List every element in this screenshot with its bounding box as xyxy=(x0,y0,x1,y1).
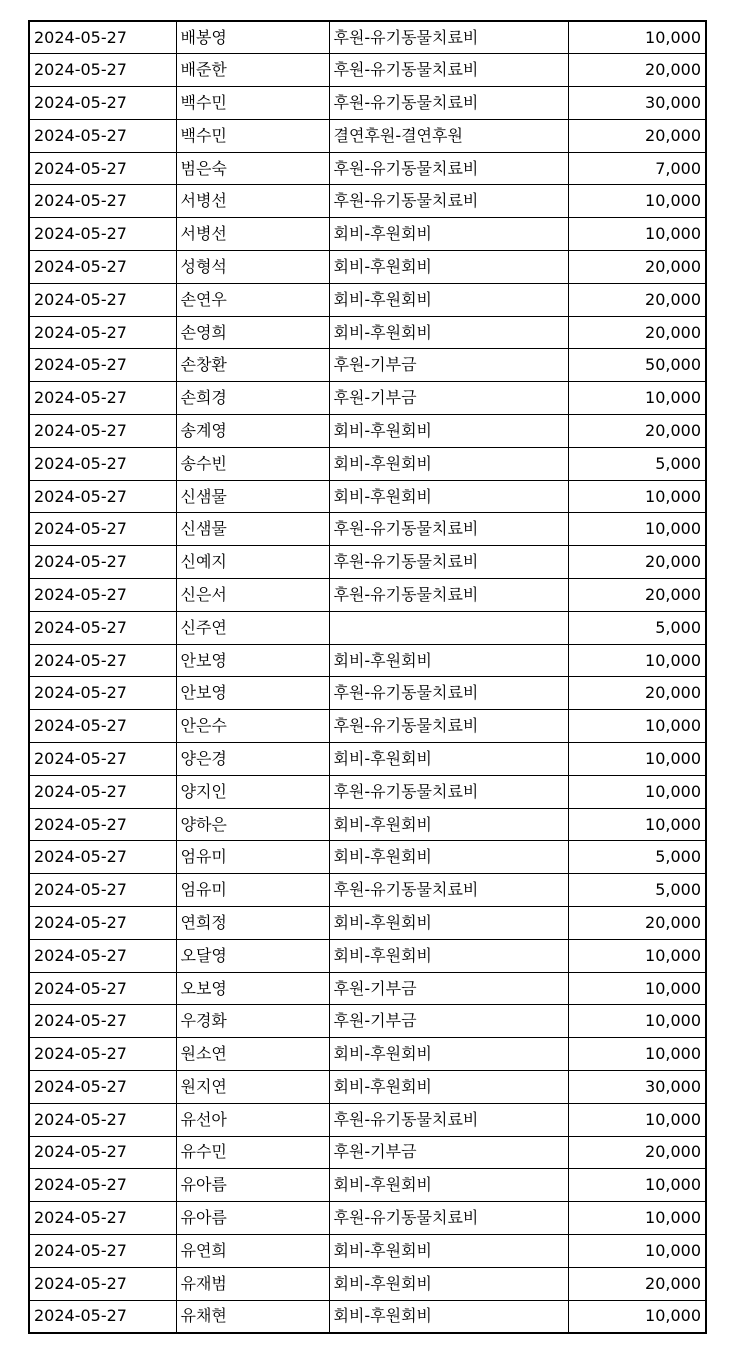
date-cell: 2024-05-27 xyxy=(29,119,176,152)
donor-name-cell: 엄유미 xyxy=(176,841,329,874)
donor-name-cell: 손희경 xyxy=(176,382,329,415)
date-cell: 2024-05-27 xyxy=(29,743,176,776)
category-cell: 회비-후원회비 xyxy=(329,1300,568,1333)
date-cell: 2024-05-27 xyxy=(29,1071,176,1104)
date-cell: 2024-05-27 xyxy=(29,841,176,874)
table-row xyxy=(29,21,706,54)
date-cell: 2024-05-27 xyxy=(29,710,176,743)
category-cell: 회비-후원회비 xyxy=(329,415,568,448)
donor-name-cell: 오보영 xyxy=(176,972,329,1005)
category-cell: 회비-후원회비 xyxy=(329,1071,568,1104)
category-cell: 후원-유기동물치료비 xyxy=(329,579,568,612)
amount-cell: 20,000 xyxy=(568,119,706,152)
date-cell: 2024-05-27 xyxy=(29,1169,176,1202)
date-cell: 2024-05-27 xyxy=(29,283,176,316)
amount-cell: 30,000 xyxy=(568,1071,706,1104)
table-row xyxy=(29,513,706,546)
donor-name-cell: 신주연 xyxy=(176,611,329,644)
date-cell: 2024-05-27 xyxy=(29,1202,176,1235)
donor-name-cell: 유아름 xyxy=(176,1202,329,1235)
table-row xyxy=(29,743,706,776)
date-cell: 2024-05-27 xyxy=(29,218,176,251)
date-cell: 2024-05-27 xyxy=(29,1234,176,1267)
category-cell: 후원-유기동물치료비 xyxy=(329,775,568,808)
category-cell: 후원-유기동물치료비 xyxy=(329,677,568,710)
category-cell: 후원-유기동물치료비 xyxy=(329,710,568,743)
amount-cell: 10,000 xyxy=(568,743,706,776)
date-cell: 2024-05-27 xyxy=(29,152,176,185)
date-cell: 2024-05-27 xyxy=(29,546,176,579)
date-cell: 2024-05-27 xyxy=(29,21,176,54)
table-row xyxy=(29,316,706,349)
donor-name-cell: 범은숙 xyxy=(176,152,329,185)
table-row xyxy=(29,775,706,808)
amount-cell: 20,000 xyxy=(568,1136,706,1169)
donor-name-cell: 배준한 xyxy=(176,54,329,87)
donor-name-cell: 안보영 xyxy=(176,677,329,710)
donation-table xyxy=(28,20,707,1334)
table-row xyxy=(29,218,706,251)
donor-name-cell: 신은서 xyxy=(176,579,329,612)
amount-cell: 20,000 xyxy=(568,1267,706,1300)
category-cell: 회비-후원회비 xyxy=(329,939,568,972)
donor-name-cell: 백수민 xyxy=(176,87,329,120)
donor-name-cell: 성형석 xyxy=(176,251,329,284)
category-cell: 회비-후원회비 xyxy=(329,218,568,251)
table-row xyxy=(29,251,706,284)
date-cell: 2024-05-27 xyxy=(29,87,176,120)
table-row xyxy=(29,1234,706,1267)
amount-cell: 30,000 xyxy=(568,87,706,120)
amount-cell: 10,000 xyxy=(568,1038,706,1071)
amount-cell: 10,000 xyxy=(568,513,706,546)
category-cell: 회비-후원회비 xyxy=(329,644,568,677)
table-row xyxy=(29,152,706,185)
amount-cell: 10,000 xyxy=(568,185,706,218)
amount-cell: 10,000 xyxy=(568,1103,706,1136)
table-row xyxy=(29,611,706,644)
donor-name-cell: 손창환 xyxy=(176,349,329,382)
table-row xyxy=(29,1071,706,1104)
donor-name-cell: 서병선 xyxy=(176,185,329,218)
date-cell: 2024-05-27 xyxy=(29,677,176,710)
category-cell: 회비-후원회비 xyxy=(329,841,568,874)
amount-cell: 10,000 xyxy=(568,808,706,841)
category-cell: 회비-후원회비 xyxy=(329,743,568,776)
category-cell: 후원-유기동물치료비 xyxy=(329,1202,568,1235)
category-cell: 회비-후원회비 xyxy=(329,1038,568,1071)
table-row xyxy=(29,939,706,972)
table-row xyxy=(29,1038,706,1071)
amount-cell: 10,000 xyxy=(568,1300,706,1333)
amount-cell: 20,000 xyxy=(568,907,706,940)
table-row xyxy=(29,546,706,579)
donor-name-cell: 원지연 xyxy=(176,1071,329,1104)
table-row xyxy=(29,1136,706,1169)
donor-name-cell: 송수빈 xyxy=(176,447,329,480)
amount-cell: 10,000 xyxy=(568,939,706,972)
category-cell: 결연후원-결연후원 xyxy=(329,119,568,152)
table-row xyxy=(29,480,706,513)
donor-name-cell: 원소연 xyxy=(176,1038,329,1071)
donor-name-cell: 엄유미 xyxy=(176,874,329,907)
category-cell xyxy=(329,611,568,644)
date-cell: 2024-05-27 xyxy=(29,447,176,480)
table-row xyxy=(29,1103,706,1136)
table-row xyxy=(29,119,706,152)
table-row xyxy=(29,382,706,415)
date-cell: 2024-05-27 xyxy=(29,939,176,972)
date-cell: 2024-05-27 xyxy=(29,185,176,218)
date-cell: 2024-05-27 xyxy=(29,972,176,1005)
category-cell: 후원-유기동물치료비 xyxy=(329,54,568,87)
table-row xyxy=(29,972,706,1005)
table-row xyxy=(29,579,706,612)
category-cell: 후원-유기동물치료비 xyxy=(329,87,568,120)
date-cell: 2024-05-27 xyxy=(29,1103,176,1136)
table-row xyxy=(29,185,706,218)
table-row xyxy=(29,349,706,382)
table-row xyxy=(29,447,706,480)
category-cell: 회비-후원회비 xyxy=(329,907,568,940)
amount-cell: 5,000 xyxy=(568,841,706,874)
date-cell: 2024-05-27 xyxy=(29,480,176,513)
donor-name-cell: 유아름 xyxy=(176,1169,329,1202)
category-cell: 회비-후원회비 xyxy=(329,251,568,284)
category-cell: 후원-유기동물치료비 xyxy=(329,185,568,218)
category-cell: 후원-유기동물치료비 xyxy=(329,152,568,185)
date-cell: 2024-05-27 xyxy=(29,316,176,349)
amount-cell: 10,000 xyxy=(568,480,706,513)
date-cell: 2024-05-27 xyxy=(29,1300,176,1333)
table-row xyxy=(29,644,706,677)
amount-cell: 20,000 xyxy=(568,415,706,448)
category-cell: 회비-후원회비 xyxy=(329,316,568,349)
category-cell: 후원-기부금 xyxy=(329,382,568,415)
donor-name-cell: 유채현 xyxy=(176,1300,329,1333)
donor-name-cell: 양지인 xyxy=(176,775,329,808)
donation-table-body xyxy=(29,21,706,1333)
amount-cell: 50,000 xyxy=(568,349,706,382)
amount-cell: 20,000 xyxy=(568,677,706,710)
amount-cell: 10,000 xyxy=(568,1005,706,1038)
date-cell: 2024-05-27 xyxy=(29,1136,176,1169)
donor-name-cell: 신예지 xyxy=(176,546,329,579)
donor-name-cell: 서병선 xyxy=(176,218,329,251)
table-row xyxy=(29,841,706,874)
table-row xyxy=(29,1267,706,1300)
date-cell: 2024-05-27 xyxy=(29,808,176,841)
donor-name-cell: 송계영 xyxy=(176,415,329,448)
amount-cell: 10,000 xyxy=(568,1202,706,1235)
table-row xyxy=(29,1202,706,1235)
donor-name-cell: 오달영 xyxy=(176,939,329,972)
donor-name-cell: 우경화 xyxy=(176,1005,329,1038)
table-row xyxy=(29,54,706,87)
table-row xyxy=(29,710,706,743)
category-cell: 후원-유기동물치료비 xyxy=(329,21,568,54)
date-cell: 2024-05-27 xyxy=(29,907,176,940)
date-cell: 2024-05-27 xyxy=(29,349,176,382)
donor-name-cell: 배봉영 xyxy=(176,21,329,54)
amount-cell: 10,000 xyxy=(568,775,706,808)
amount-cell: 10,000 xyxy=(568,1234,706,1267)
category-cell: 회비-후원회비 xyxy=(329,1169,568,1202)
amount-cell: 10,000 xyxy=(568,1169,706,1202)
donor-name-cell: 유연희 xyxy=(176,1234,329,1267)
date-cell: 2024-05-27 xyxy=(29,579,176,612)
amount-cell: 20,000 xyxy=(568,316,706,349)
donor-name-cell: 연희정 xyxy=(176,907,329,940)
category-cell: 후원-기부금 xyxy=(329,1136,568,1169)
date-cell: 2024-05-27 xyxy=(29,1005,176,1038)
amount-cell: 20,000 xyxy=(568,579,706,612)
date-cell: 2024-05-27 xyxy=(29,1267,176,1300)
category-cell: 후원-유기동물치료비 xyxy=(329,874,568,907)
amount-cell: 5,000 xyxy=(568,447,706,480)
amount-cell: 20,000 xyxy=(568,283,706,316)
amount-cell: 10,000 xyxy=(568,382,706,415)
table-row xyxy=(29,1005,706,1038)
amount-cell: 5,000 xyxy=(568,874,706,907)
category-cell: 회비-후원회비 xyxy=(329,480,568,513)
date-cell: 2024-05-27 xyxy=(29,1038,176,1071)
amount-cell: 20,000 xyxy=(568,54,706,87)
donor-name-cell: 안보영 xyxy=(176,644,329,677)
amount-cell: 10,000 xyxy=(568,972,706,1005)
category-cell: 후원-유기동물치료비 xyxy=(329,1103,568,1136)
donor-name-cell: 신샘물 xyxy=(176,480,329,513)
amount-cell: 10,000 xyxy=(568,644,706,677)
table-row xyxy=(29,677,706,710)
category-cell: 회비-후원회비 xyxy=(329,808,568,841)
donor-name-cell: 백수민 xyxy=(176,119,329,152)
donor-name-cell: 손연우 xyxy=(176,283,329,316)
category-cell: 후원-기부금 xyxy=(329,349,568,382)
date-cell: 2024-05-27 xyxy=(29,251,176,284)
date-cell: 2024-05-27 xyxy=(29,775,176,808)
category-cell: 후원-유기동물치료비 xyxy=(329,546,568,579)
date-cell: 2024-05-27 xyxy=(29,874,176,907)
table-row xyxy=(29,283,706,316)
amount-cell: 5,000 xyxy=(568,611,706,644)
table-row xyxy=(29,415,706,448)
category-cell: 회비-후원회비 xyxy=(329,447,568,480)
amount-cell: 10,000 xyxy=(568,218,706,251)
date-cell: 2024-05-27 xyxy=(29,513,176,546)
amount-cell: 7,000 xyxy=(568,152,706,185)
category-cell: 후원-유기동물치료비 xyxy=(329,513,568,546)
table-row xyxy=(29,1300,706,1333)
table-row xyxy=(29,87,706,120)
table-row xyxy=(29,808,706,841)
amount-cell: 10,000 xyxy=(568,710,706,743)
donor-name-cell: 유수민 xyxy=(176,1136,329,1169)
date-cell: 2024-05-27 xyxy=(29,644,176,677)
amount-cell: 20,000 xyxy=(568,251,706,284)
donor-name-cell: 유선아 xyxy=(176,1103,329,1136)
table-row xyxy=(29,874,706,907)
date-cell: 2024-05-27 xyxy=(29,382,176,415)
category-cell: 회비-후원회비 xyxy=(329,283,568,316)
category-cell: 회비-후원회비 xyxy=(329,1234,568,1267)
date-cell: 2024-05-27 xyxy=(29,611,176,644)
category-cell: 후원-기부금 xyxy=(329,972,568,1005)
date-cell: 2024-05-27 xyxy=(29,54,176,87)
date-cell: 2024-05-27 xyxy=(29,415,176,448)
category-cell: 회비-후원회비 xyxy=(329,1267,568,1300)
table-row xyxy=(29,907,706,940)
donor-name-cell: 손영희 xyxy=(176,316,329,349)
category-cell: 후원-기부금 xyxy=(329,1005,568,1038)
donor-name-cell: 유재범 xyxy=(176,1267,329,1300)
amount-cell: 10,000 xyxy=(568,21,706,54)
donor-name-cell: 신샘물 xyxy=(176,513,329,546)
donor-name-cell: 안은수 xyxy=(176,710,329,743)
donor-name-cell: 양하은 xyxy=(176,808,329,841)
amount-cell: 20,000 xyxy=(568,546,706,579)
table-row xyxy=(29,1169,706,1202)
donor-name-cell: 양은경 xyxy=(176,743,329,776)
